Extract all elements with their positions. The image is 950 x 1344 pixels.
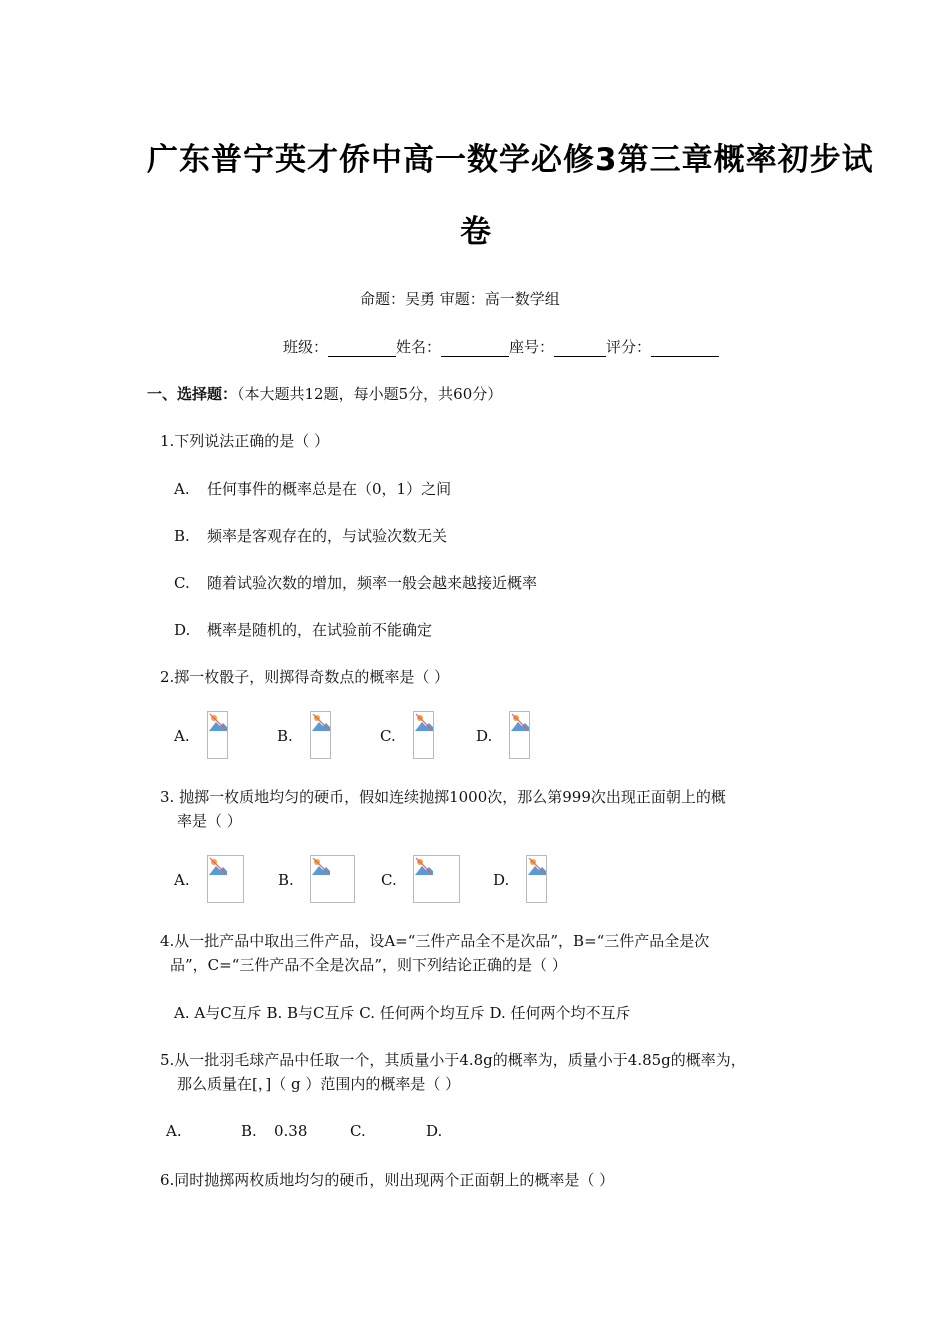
broken-image-icon: [207, 855, 244, 903]
exam-title-line2: 卷: [460, 214, 492, 250]
student-info-row: [283, 336, 719, 357]
q4-options: A. A与C互斥 B. B与C互斥 C. 任何两个均互斥 D. 任何两个均不互斥: [174, 1004, 631, 1022]
q5-option-b: B.: [241, 1122, 257, 1140]
question-5-stem-line2: 那么质量在[，]（ g ）范围内的概率是（ ）: [177, 1075, 461, 1093]
option-letter: D.: [174, 621, 191, 639]
broken-image-icon: [526, 855, 547, 903]
q5-option-c: C.: [350, 1122, 366, 1140]
q5-option-d: D.: [426, 1122, 443, 1140]
authors-line: 命题：吴勇 审题：高一数学组: [360, 290, 560, 308]
score-label: 评分：: [606, 338, 652, 356]
section-title: 一、选择题：: [147, 385, 238, 403]
option-letter: A.: [174, 480, 190, 498]
q1-option-b: [174, 525, 447, 546]
broken-image-icon: [413, 855, 460, 903]
question-2-stem: 2.掷一枚骰子，则掷得奇数点的概率是（ ）: [160, 668, 450, 686]
class-label: 班级：: [283, 338, 329, 356]
q5-option-a: A.: [166, 1122, 182, 1140]
question-4-stem-line1: 4.从一批产品中取出三件产品，设A=“三件产品全不是次品”，B=“三件产品全是次: [160, 932, 710, 950]
q3-option-b: B.: [278, 871, 294, 889]
q1-option-c: [174, 572, 537, 593]
q3-option-a: A.: [174, 871, 190, 889]
question-3-stem-line1: 3. 抛掷一枚质地均匀的硬币，假如连续抛掷1000次，那么第999次出现正面朝上的概: [160, 788, 726, 806]
question-5-stem-line1: 5.从一批羽毛球产品中任取一个，其质量小于4.8g的概率为，质量小于4.85g的概率为，: [160, 1051, 746, 1069]
q3-option-d: D.: [493, 871, 510, 889]
q2-option-c: C.: [380, 727, 396, 745]
class-blank[interactable]: [328, 340, 396, 357]
section-heading: [147, 383, 502, 404]
option-letter: B.: [174, 527, 190, 545]
q5-option-b-value: 0.38: [274, 1122, 308, 1140]
q2-option-b: B.: [277, 727, 293, 745]
seat-label: 座号：: [509, 338, 555, 356]
q2-option-d: D.: [476, 727, 493, 745]
option-text: 概率是随机的，在试验前不能确定: [207, 621, 433, 639]
q3-option-c: C.: [381, 871, 397, 889]
broken-image-icon: [310, 711, 331, 759]
name-label: 姓名：: [396, 338, 442, 356]
q1-option-d: [174, 619, 432, 640]
option-text: 随着试验次数的增加，频率一般会越来越接近概率: [207, 574, 538, 592]
question-4-stem-line2: 品”，C=“三件产品不全是次品”，则下列结论正确的是（ ）: [170, 956, 567, 974]
question-3-stem-line2: 率是（ ）: [177, 812, 242, 830]
q1-option-a: [174, 478, 451, 499]
score-blank[interactable]: [651, 340, 719, 357]
option-text: 频率是客观存在的，与试验次数无关: [207, 527, 448, 545]
seat-blank[interactable]: [554, 340, 606, 357]
section-note: （本大题共12题，每小题5分，共60分）: [237, 385, 503, 403]
option-letter: C.: [174, 574, 190, 592]
broken-image-icon: [509, 711, 530, 759]
broken-image-icon: [310, 855, 355, 903]
q2-option-a: A.: [174, 727, 190, 745]
broken-image-icon: [207, 711, 228, 759]
exam-title-line1: 广东普宁英才侨中高一数学必修3第三章概率初步试: [147, 142, 874, 178]
question-1-stem: 1.下列说法正确的是（ ）: [160, 432, 330, 450]
broken-image-icon: [413, 711, 434, 759]
option-text: 任何事件的概率总是在（0，1）之间: [207, 480, 452, 498]
question-6-stem: 6.同时抛掷两枚质地均匀的硬币，则出现两个正面朝上的概率是（ ）: [160, 1171, 615, 1189]
name-blank[interactable]: [441, 340, 509, 357]
